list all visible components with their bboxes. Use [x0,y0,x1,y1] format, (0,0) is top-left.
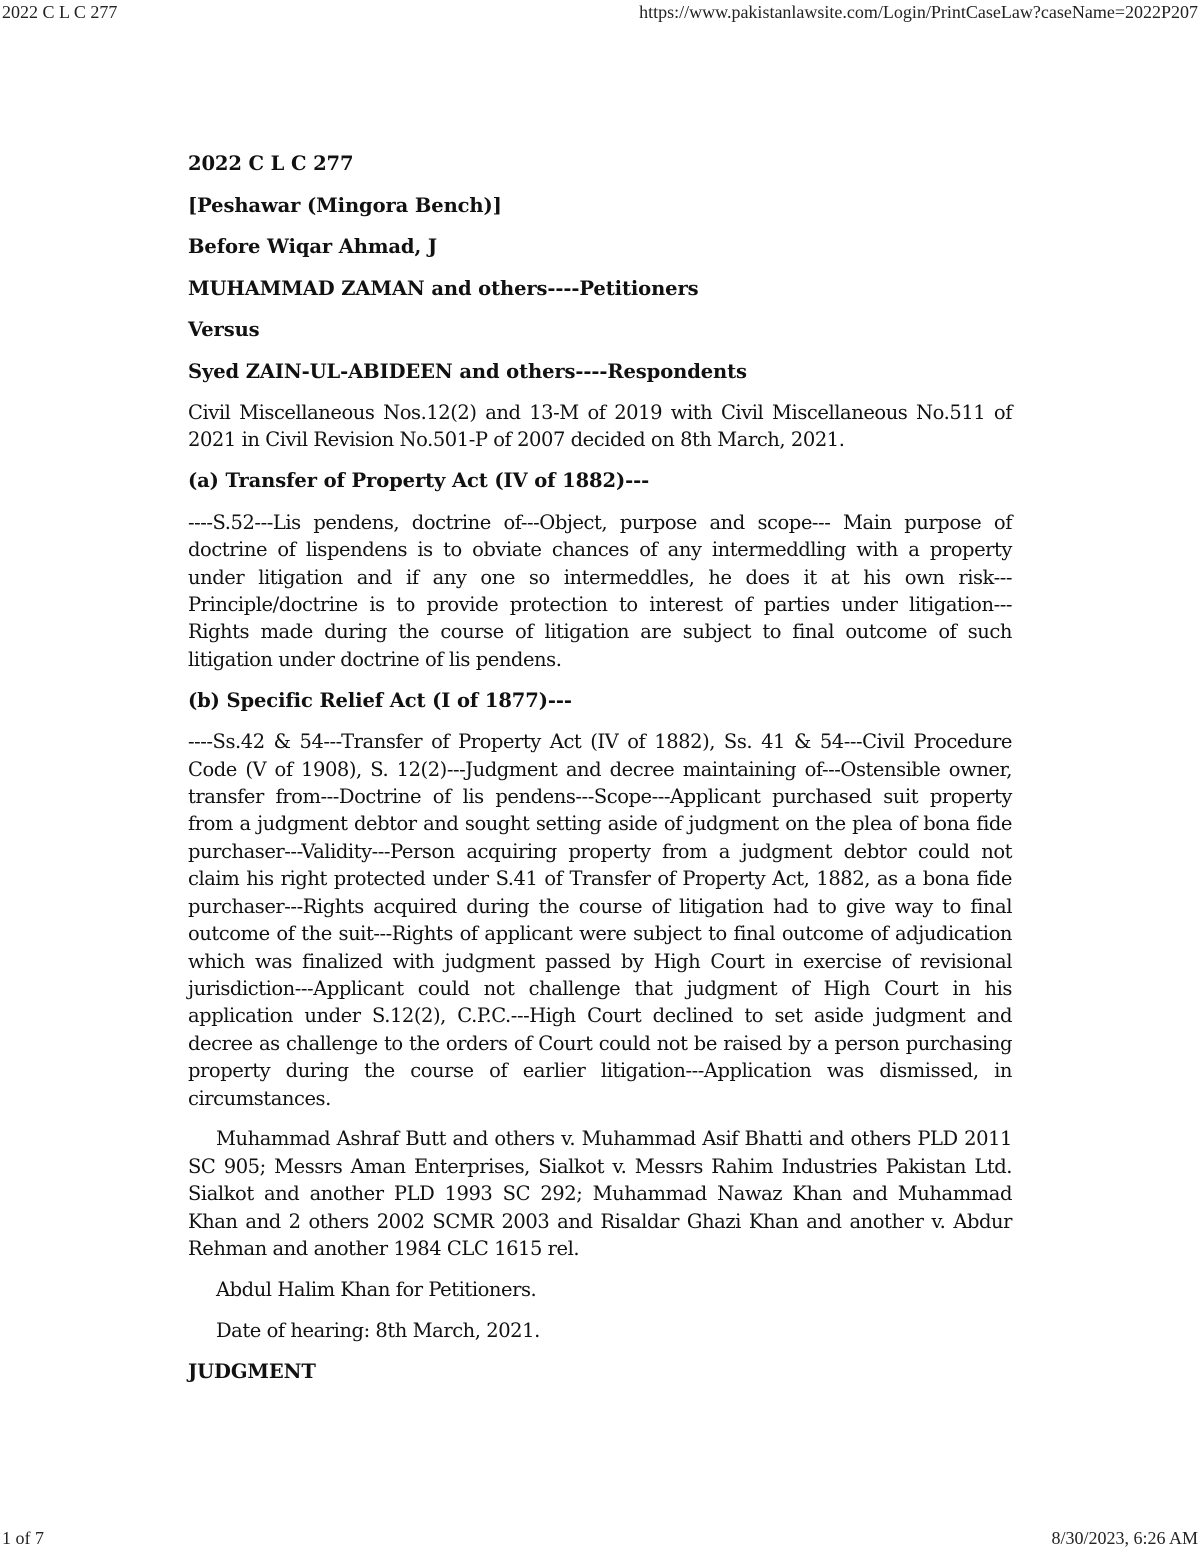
hearing-date: Date of hearing: 8th March, 2021. [216,1318,540,1342]
print-header [0,2,1200,28]
respondents: Syed ZAIN-UL-ABIDEEN and others----Respondents [188,359,747,383]
versus: Versus [188,318,260,341]
case-citation: 2022 C L C 277 [188,152,354,175]
heading-b: (b) Specific Relief Act (I of 1877)--- [188,688,572,712]
print-header-url: https://www.pakistanlawsite.com/Login/PrintCaseLaw?caseName=2022P207 [639,2,1198,22]
counsel: Abdul Halim Khan for Petitioners. [216,1277,537,1301]
court-name: [Peshawar (Mingora Bench)] [188,193,502,217]
print-header-title: 2022 C L C 277 [2,2,118,22]
judgment-heading: JUDGMENT [188,1359,316,1383]
print-timestamp: 8/30/2023, 6:26 AM [1051,1528,1198,1548]
page-counter: 1 of 7 [2,1528,44,1548]
print-footer [0,1528,1200,1552]
bench: Before Wiqar Ahmad, J [188,235,437,258]
case-document [188,150,1012,1399]
petitioners: MUHAMMAD ZAMAN and others----Petitioners [188,276,699,300]
heading-a: (a) Transfer of Property Act (IV of 1882)--- [188,469,650,493]
headnote-a: ----S.52---Lis pendens, doctrine of---Object, purpose and scope--- Main purpose of doctrine of lispendens is to obviate chances of any intermeddling with a property under litigation and if any one so intermeddles, he does it at his own risk---Principle/doctrine is to provide protection to interest of parties under litigation---Rights made during the course of litigation are subject to final outcome of such litigation under doctrine of lis pendens. [188,510,1012,671]
case-info: Civil Miscellaneous Nos.12(2) and 13-M of 2019 with Civil Miscellaneous No.511 of 2021 in Civil Revision No.501-P of 2007 decided on 8th March, 2021. [188,401,1012,452]
references: Muhammad Ashraf Butt and others v. Muhammad Asif Bhatti and others PLD 2011 SC 905; Messrs Aman Enterprises, Sialkot v. Messrs Rahim Industries Pakistan Ltd. Sialkot and another PLD 1993 SC 292; Muhammad Nawaz Khan and Muhammad Khan and 2 others 2002 SCMR 2003 and Risaldar Ghazi Khan and another v. Abdur Rehman and another 1984 CLC 1615 rel. [188,1127,1012,1261]
headnote-b: ----Ss.42 & 54---Transfer of Property Act (IV of 1882), Ss. 41 & 54---Civil Procedure Code (V of 1908), S. 12(2)---Judgment and decree maintaining of---Ostensible owner, transfer from---Doctrine of lis pendens---Scope---Applicant purchased suit property from a judgment debtor and sought setting aside of judgment on the plea of bona fide purchaser---Validity---Person acquiring property from a judgment debtor could not claim his right protected under S.41 of Transfer of Property Act, 1882, as a bona fide purchaser---Rights acquired during the course of litigation had to give way to final outcome of the suit---Rights of applicant were subject to final outcome of adjudication which was finalized with judgment passed by High Court in exercise of revisional jurisdiction---Applicant could not challenge that judgment of High Court in his application under S.12(2), C.P.C.---High Court declined to set aside judgment and decree as challenge to the orders of Court could not be raised by a person purchasing property during the course of earlier litigation---Application was dismissed, in circumstances. [188,730,1012,1110]
